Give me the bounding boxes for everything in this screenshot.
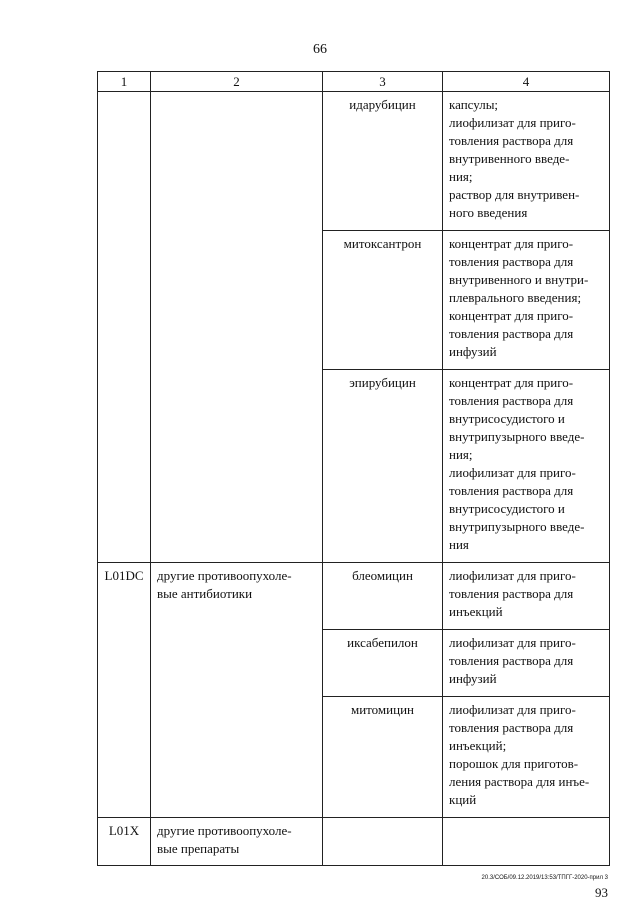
inn-cell xyxy=(323,818,443,866)
atc-code-cell xyxy=(98,92,151,563)
document-stamp: 20.3/СОБ/09.12.2019/13:53/ТПГГ-2020-прил 3 xyxy=(481,875,608,881)
table-row xyxy=(98,92,610,231)
group-name-cell xyxy=(151,92,323,563)
inn-cell: блеомицин xyxy=(323,563,443,630)
dosage-form-cell: концентрат для приго- товления раствора для внутрисосудистого и внутрипузырного введе- ния; лиофилизат для приго- товления раствора для внутрисосудистого и внутрипузырного введе- ния xyxy=(443,370,610,563)
header-cell-1: 1 xyxy=(98,72,151,92)
header-cell-3: 3 xyxy=(323,72,443,92)
drug-table xyxy=(97,71,610,866)
inn-cell: иксабепилон xyxy=(323,630,443,697)
table-row xyxy=(98,818,610,866)
dosage-form-cell xyxy=(443,818,610,866)
group-name-cell: другие противоопухоле- вые препараты xyxy=(151,818,323,866)
table-row xyxy=(98,563,610,630)
inn-cell: митомицин xyxy=(323,697,443,818)
atc-code-cell: L01DC xyxy=(98,563,151,818)
dosage-form-cell: лиофилизат для приго- товления раствора для инфузий xyxy=(443,630,610,697)
table-header-row xyxy=(98,72,610,92)
sheet-number: 93 xyxy=(595,885,608,900)
inn-cell: митоксантрон xyxy=(323,231,443,370)
atc-code-cell: L01X xyxy=(98,818,151,866)
group-name-cell: другие противоопухоле- вые антибиотики xyxy=(151,563,323,818)
page-number: 66 xyxy=(313,42,327,57)
inn-cell: эпирубицин xyxy=(323,370,443,563)
dosage-form-cell: капсулы; лиофилизат для приго- товления раствора для внутривенного введе- ния; раствор для внутривен- ного введения xyxy=(443,92,610,231)
dosage-form-cell: лиофилизат для приго- товления раствора для инъекций; порошок для приготов- ления раствора для инъе- кций xyxy=(443,697,610,818)
inn-cell: идарубицин xyxy=(323,92,443,231)
header-cell-2: 2 xyxy=(151,72,323,92)
header-cell-4: 4 xyxy=(443,72,610,92)
dosage-form-cell: лиофилизат для приго- товления раствора для инъекций xyxy=(443,563,610,630)
dosage-form-cell: концентрат для приго- товления раствора для внутривенного и внутри- плеврального введения; концентрат для приго- товления раствора для инфузий xyxy=(443,231,610,370)
